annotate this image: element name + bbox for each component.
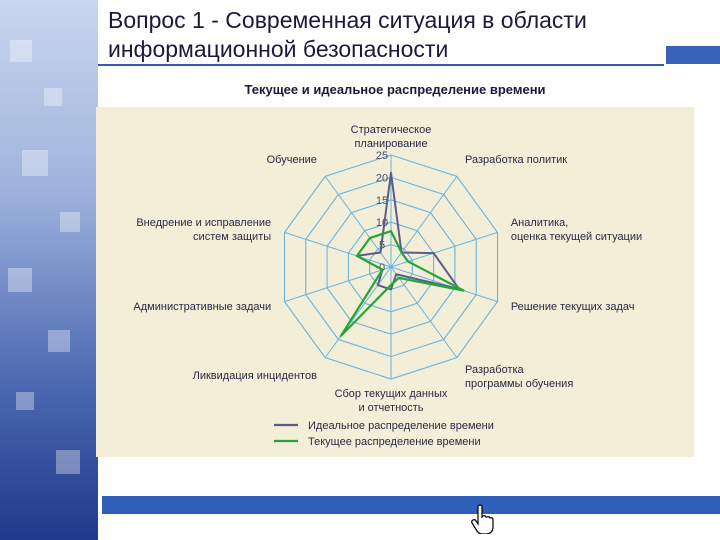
radial-tick-label: 5 — [378, 239, 386, 252]
radial-tick-label: 0 — [378, 262, 386, 274]
legend-label: Идеальное распределение времени — [308, 420, 494, 432]
title-divider — [98, 64, 664, 66]
radar-spoke — [284, 232, 391, 267]
radar-chart — [96, 107, 694, 457]
hand-cursor-icon — [470, 504, 494, 534]
category-label: Разработка программы обучения — [465, 363, 574, 390]
category-label: Разработка политик — [465, 154, 568, 167]
legend-label: Текущее распределение времени — [308, 436, 481, 448]
category-label: Аналитика, оценка текущей ситуации — [510, 217, 643, 244]
slide-title: Вопрос 1 - Современная ситуация в области информационной безопасности — [108, 7, 587, 62]
radar-spoke — [325, 267, 391, 358]
chart-title: Текущее и идеальное распределение времени — [244, 82, 546, 97]
radar-spoke — [391, 267, 498, 302]
category-label: Стратегическое планирование — [350, 124, 432, 150]
category-label: Ликвидация инцидентов — [192, 369, 317, 382]
category-label: Сбор текущих данных и отчетность — [334, 388, 448, 414]
radar-spoke — [284, 267, 391, 302]
category-label: Административные задачи — [133, 300, 272, 313]
radial-tick-label: 10 — [375, 217, 389, 230]
chart-area — [96, 107, 694, 457]
radial-tick-label: 25 — [375, 150, 389, 162]
decorative-left-band — [0, 0, 98, 540]
category-label: Внедрение и исправление систем защиты — [136, 217, 272, 244]
title-accent-block — [666, 46, 720, 64]
radial-tick-label: 15 — [375, 194, 389, 207]
current-series-line — [341, 231, 463, 336]
category-label: Решение текущих задач — [510, 300, 635, 313]
category-label: Обучение — [266, 154, 317, 167]
bottom-bar — [102, 496, 720, 514]
radial-tick-label: 20 — [375, 172, 389, 185]
